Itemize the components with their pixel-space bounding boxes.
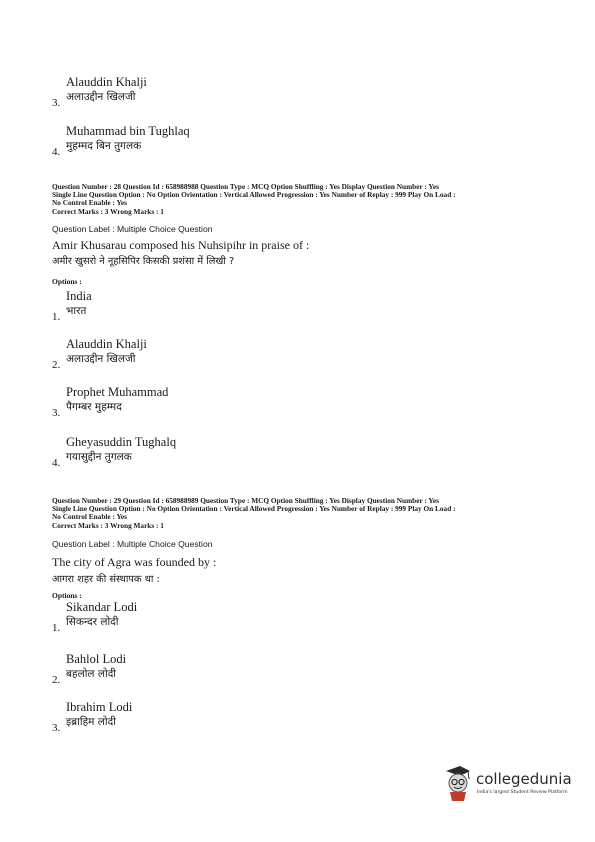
option-text-en: India xyxy=(66,289,92,303)
meta-line-2: Single Line Question Option : No Option Orientation : Vertical Allowed Progression : Yes Number of Replay : 999 Play On Load : xyxy=(52,190,456,200)
option-text-en: Prophet Muhammad xyxy=(66,385,169,399)
question-29-text-hi: आगरा शहर की संस्थापक था : xyxy=(52,574,160,585)
option-text-hi: अलाउद्दीन खिलजी xyxy=(66,91,136,103)
question-28-text-hi: अमीर खुसरो ने नूहसिपिर किसकी प्रशंसा में लिखी ? xyxy=(52,256,235,267)
option-number: 3. xyxy=(52,407,61,419)
option-text-hi: इब्राहिम लोदी xyxy=(66,716,116,728)
option-text-hi: बहलोल लोदी xyxy=(66,668,116,680)
option-text-en: Muhammad bin Tughlaq xyxy=(66,124,190,138)
question-28-label: Question Label : Multiple Choice Question xyxy=(52,224,213,234)
option-number: 2. xyxy=(52,674,61,686)
meta-line-1: Question Number : 28 Question Id : 658988988 Question Type : MCQ Option Shuffling : Yes Display Question Number : Yes xyxy=(52,182,439,191)
question-29-label: Question Label : Multiple Choice Question xyxy=(52,539,213,549)
meta-line-3: No Control Enable : Yes xyxy=(52,512,127,522)
option-number: 2. xyxy=(52,359,61,371)
option-number: 1. xyxy=(52,311,61,323)
collegedunia-logo xyxy=(440,763,570,803)
question-29-text-en: The city of Agra was founded by : xyxy=(52,555,217,569)
question-29-options-label: Options : xyxy=(52,591,82,600)
meta-line-2: Single Line Question Option : No Option Orientation : Vertical Allowed Progression : Yes Number of Replay : 999 Play On Load : xyxy=(52,504,456,514)
option-number: 3. xyxy=(52,97,61,109)
meta-line-3: No Control Enable : Yes xyxy=(52,198,127,208)
option-text-hi: भारत xyxy=(66,305,87,317)
option-text-hi: मुहम्मद बिन तुगलक xyxy=(66,140,142,152)
graduate-mascot-icon xyxy=(440,763,474,803)
meta-line-1: Question Number : 29 Question Id : 658988989 Question Type : MCQ Option Shuffling : Yes Display Question Number : Yes xyxy=(52,496,439,505)
option-text-en: Alauddin Khalji xyxy=(66,337,147,351)
option-text-en: Gheyasuddin Tughalq xyxy=(66,435,177,449)
option-number: 4. xyxy=(52,146,61,158)
logo-wordmark: collegedunia xyxy=(476,770,572,788)
option-text-hi: पैगम्बर मुहम्मद xyxy=(66,401,122,413)
option-text-en: Ibrahim Lodi xyxy=(66,700,133,714)
option-text-en: Sikandar Lodi xyxy=(66,600,138,614)
marks-line: Correct Marks : 3 Wrong Marks : 1 xyxy=(52,206,164,216)
option-text-hi: सिकन्दर लोदी xyxy=(66,616,119,628)
option-number: 1. xyxy=(52,622,61,634)
question-28-meta xyxy=(52,183,552,216)
question-28-options-label: Options : xyxy=(52,277,82,286)
question-29-meta xyxy=(52,497,552,530)
marks-line: Correct Marks : 3 Wrong Marks : 1 xyxy=(52,520,164,530)
option-text-hi: गयासुद्दीन तुगलक xyxy=(66,451,132,463)
option-text-en: Alauddin Khalji xyxy=(66,75,147,89)
logo-tagline: India's largest Student Review Platform xyxy=(477,790,568,795)
option-text-en: Bahlol Lodi xyxy=(66,652,127,666)
option-number: 3. xyxy=(52,722,61,734)
option-text-hi: अलाउद्दीन खिलजी xyxy=(66,353,136,365)
option-number: 4. xyxy=(52,457,61,469)
question-28-text-en: Amir Khusarau composed his Nuhsipihr in praise of : xyxy=(52,238,310,252)
